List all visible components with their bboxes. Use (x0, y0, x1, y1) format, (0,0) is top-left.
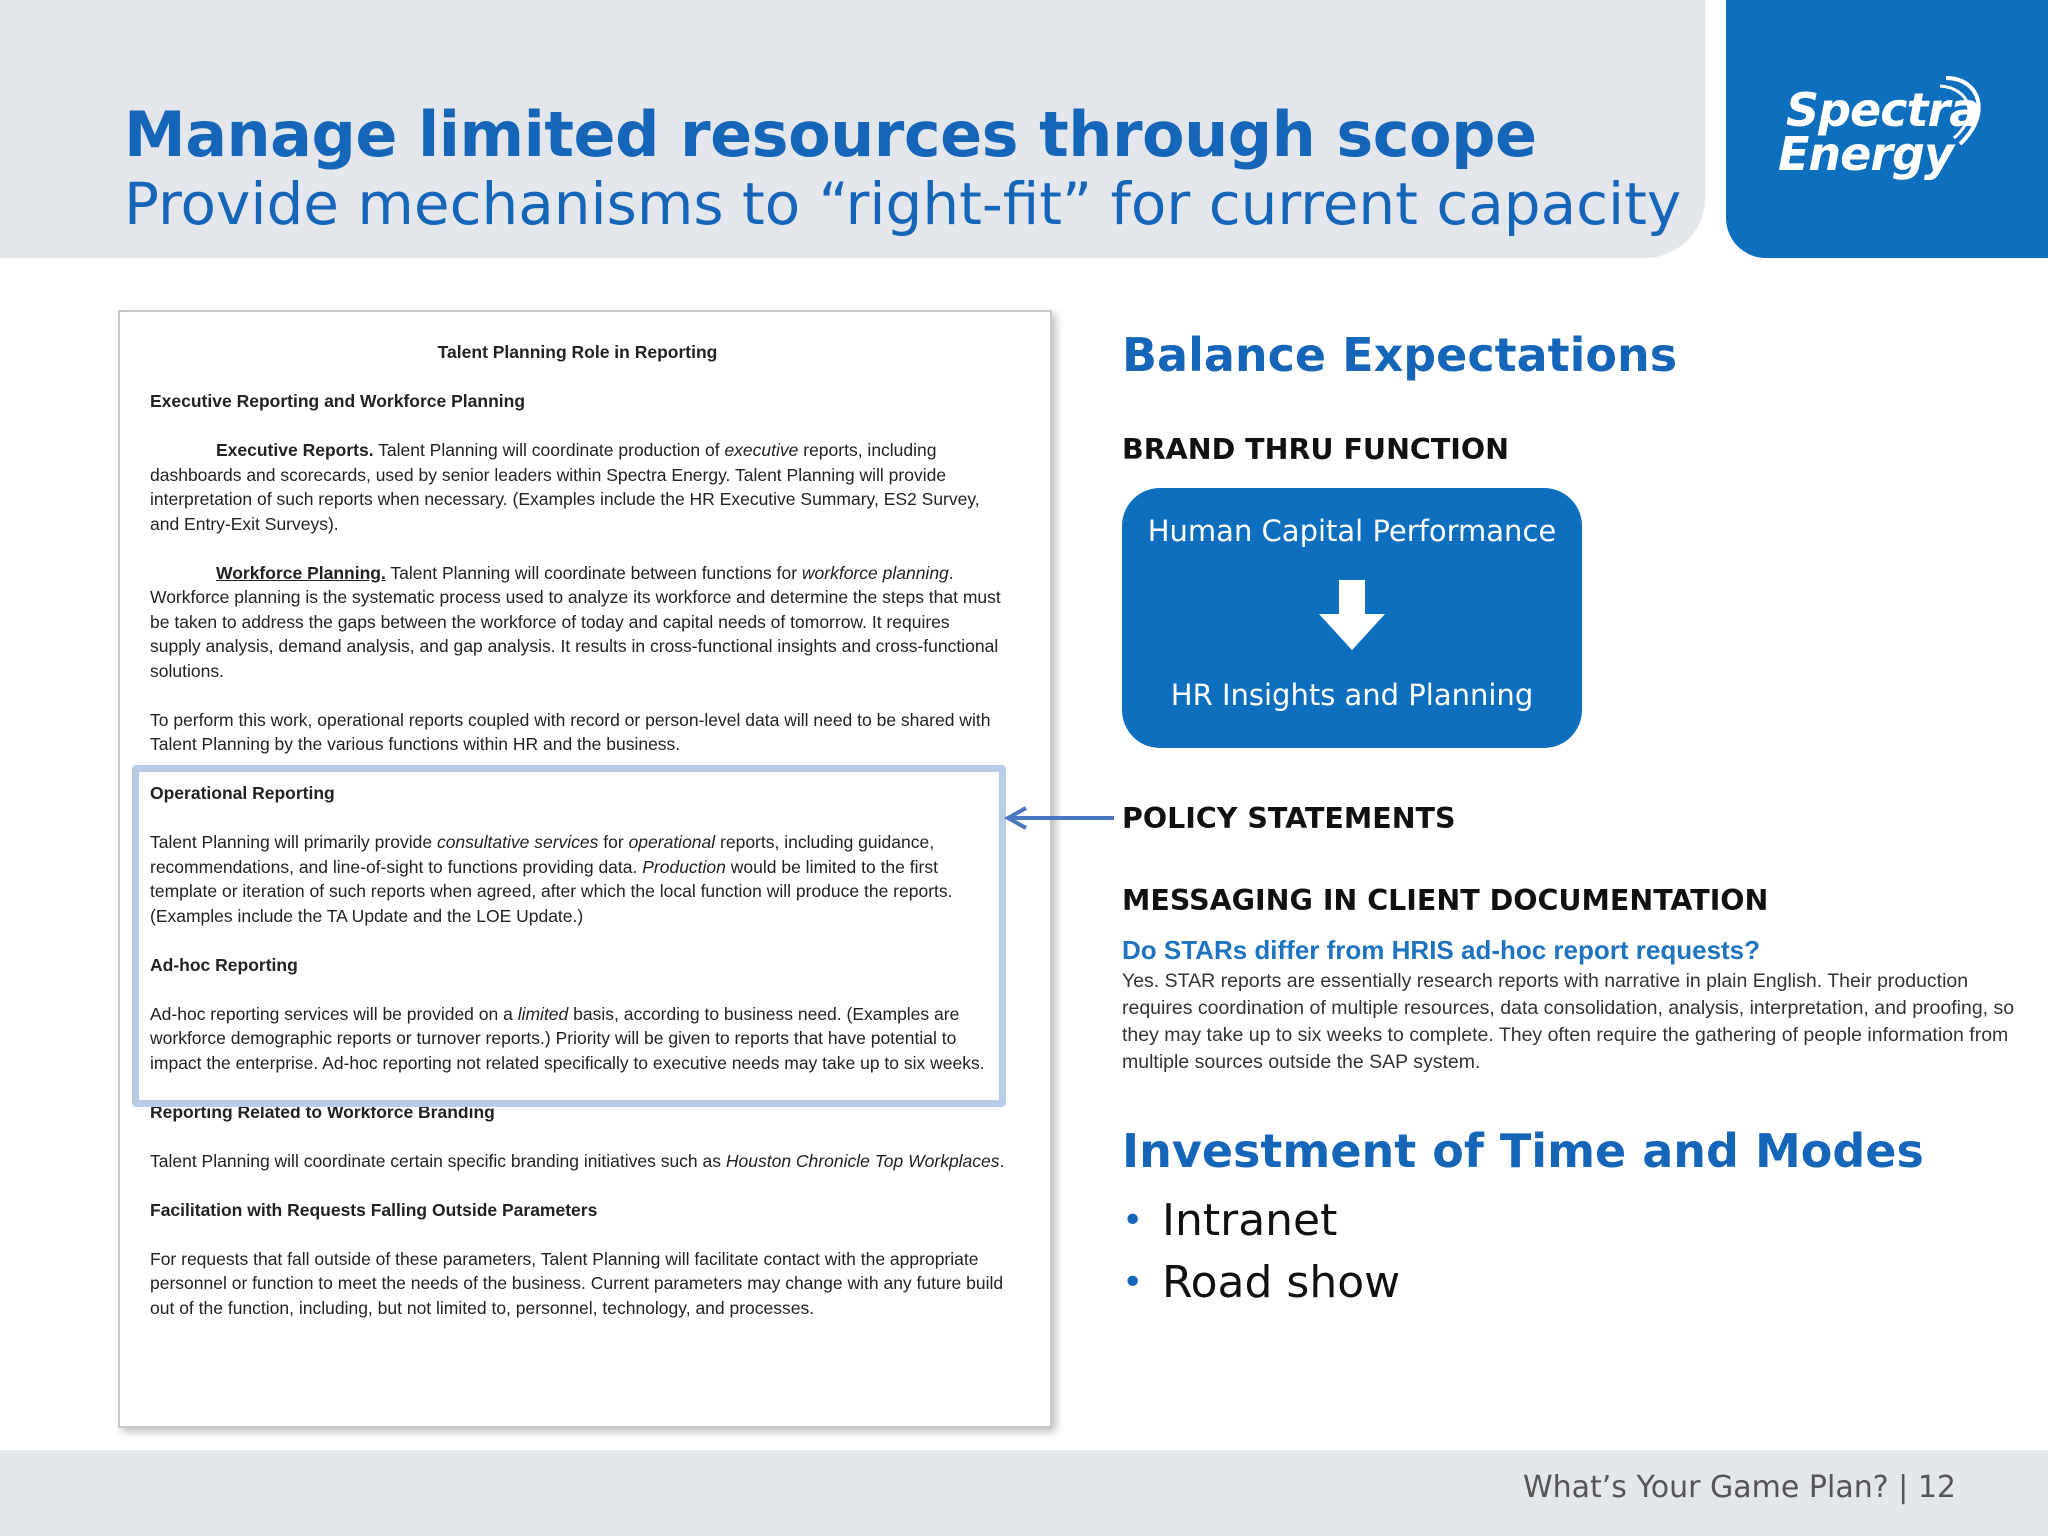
page-subtitle: Provide mechanisms to “right-fit” for current capacity (124, 170, 1682, 238)
adhoc-reporting-heading: Ad-hoc Reporting (150, 954, 298, 975)
operational-highlight-box (132, 765, 1006, 1107)
bullet-icon: • (1122, 1262, 1144, 1303)
list-item (1122, 1190, 1400, 1252)
facilitation-paragraph: For requests that fall outside of these parameters, Talent Planning will facilitate contact with the appropriate personnel or function to meet the needs of the business. Current parameters may change with any future build out of the function, including, but not limited to, personnel, technology, and processes. (150, 1248, 1004, 1318)
brand-emphasis: Houston Chronicle Top Workplaces (725, 1150, 1000, 1171)
exec-emphasis: executive (724, 440, 799, 460)
doc-title: Talent Planning Role in Reporting (437, 342, 718, 362)
logo-line-1: Spectra (1786, 83, 1980, 137)
op-text-4: would be limited to the first template or iteration of such reports when agreed, after which the local function will produce the reports. (Examples include the TA Update and the LOE Update.) (150, 856, 953, 926)
exec-text-2: reports, including dashboards and scorecards, used by senior leaders within Spectra Energy. Talent Planning will provide interpretation of such reports when necessary. (Examples include the HR Executive Summary, ES2 Survey, and Entry-Exit Surveys). (150, 440, 980, 534)
branding-paragraph (150, 1149, 1005, 1174)
logo-line-2: Energy (1778, 127, 1953, 181)
exec-reports-paragraph (150, 438, 1005, 536)
footer-text: What’s Your Game Plan? | 12 (1522, 1470, 1956, 1505)
op-emphasis-1: consultative services (436, 832, 599, 852)
list-item (1122, 1252, 1400, 1314)
op-text-1: Talent Planning will primarily provide (150, 832, 437, 852)
doc-section-heading: Executive Reporting and Workforce Planning (150, 391, 526, 411)
wf-emphasis: workforce planning (801, 562, 949, 583)
list-item-label: Road show (1162, 1257, 1401, 1308)
branding-heading: Reporting Related to Workforce Branding (150, 1101, 495, 1122)
faq-answer: Yes. STAR reports are essentially research reports with narrative in plain English. Their production requires coordination of multiple resources, data consolidation, analysis, interpretation, and proofing, so they may take up to six weeks to complete. They often require the gathering of people information from multiple sources outside the SAP system. (1122, 970, 2015, 1073)
modes-list (1122, 1190, 1400, 1314)
flow-box (1122, 488, 1582, 748)
perform-work-paragraph: To perform this work, operational reports coupled with record or person-level data will need to be shared with Talent Planning by the various functions within HR and the business. (150, 709, 991, 754)
investment-heading: Investment of Time and Modes (1122, 1124, 1924, 1178)
adhoc-text-2: basis, according to business need. (Examples are workforce demographic reports or turnover reports.) Priority will be given to reports that have potential to impact the enterprise. Ad-hoc reporting not related specifically to executive needs may take up to six weeks. (150, 1003, 985, 1073)
arrow-down-icon (1317, 580, 1387, 652)
flow-top-label: Human Capital Performance (1147, 514, 1557, 548)
brand-text-1: Talent Planning will coordinate certain specific branding initiatives such as (150, 1150, 726, 1171)
adhoc-emphasis: limited (517, 1003, 569, 1024)
balance-expectations-heading: Balance Expectations (1122, 328, 1678, 382)
workforce-planning-paragraph (150, 561, 1005, 684)
bullet-icon: • (1122, 1200, 1144, 1241)
list-item-label: Intranet (1162, 1195, 1338, 1246)
logo-swoosh-icon (1936, 72, 1996, 152)
brand-thru-function-caption: BRAND THRU FUNCTION (1122, 433, 1509, 466)
op-emphasis-3: Production (642, 856, 726, 877)
operational-reporting-heading: Operational Reporting (150, 783, 335, 803)
exec-reports-lead: Executive Reports. (216, 440, 374, 460)
facilitation-heading: Facilitation with Requests Falling Outside Parameters (150, 1199, 598, 1220)
flow-bottom-label: HR Insights and Planning (1170, 678, 1534, 712)
adhoc-text-1: Ad-hoc reporting services will be provided on a (150, 1003, 518, 1024)
brand-text-2: . (999, 1150, 1005, 1171)
policy-statements-caption: POLICY STATEMENTS (1122, 802, 1456, 835)
op-text-3: reports, including guidance, recommendations, and line-of-sight to functions providing data. (150, 832, 935, 877)
exec-text-1: Talent Planning will coordinate production of (373, 440, 725, 460)
op-emphasis-2: operational (628, 832, 716, 852)
logo-tab (1726, 0, 2048, 258)
arrow-left-icon (1002, 806, 1116, 830)
wf-text-1: Talent Planning will coordinate between functions for (385, 562, 802, 583)
page-title: Manage limited resources through scope (124, 98, 1537, 171)
wf-text-2: . Workforce planning is the systematic process used to analyze its workforce and determine the steps that must be taken to address the gaps between the workforce of today and capital needs of tomorrow. It requires supply analysis, demand analysis, and gap analysis. It results in cross-functional insights and cross-functional solutions. (150, 562, 1001, 681)
op-text-2: for (598, 832, 629, 852)
workforce-planning-lead: Workforce Planning. (216, 562, 386, 583)
faq-question: Do STARs differ from HRIS ad-hoc report requests? (1122, 935, 1761, 965)
messaging-caption: MESSAGING IN CLIENT DOCUMENTATION (1122, 884, 1769, 917)
